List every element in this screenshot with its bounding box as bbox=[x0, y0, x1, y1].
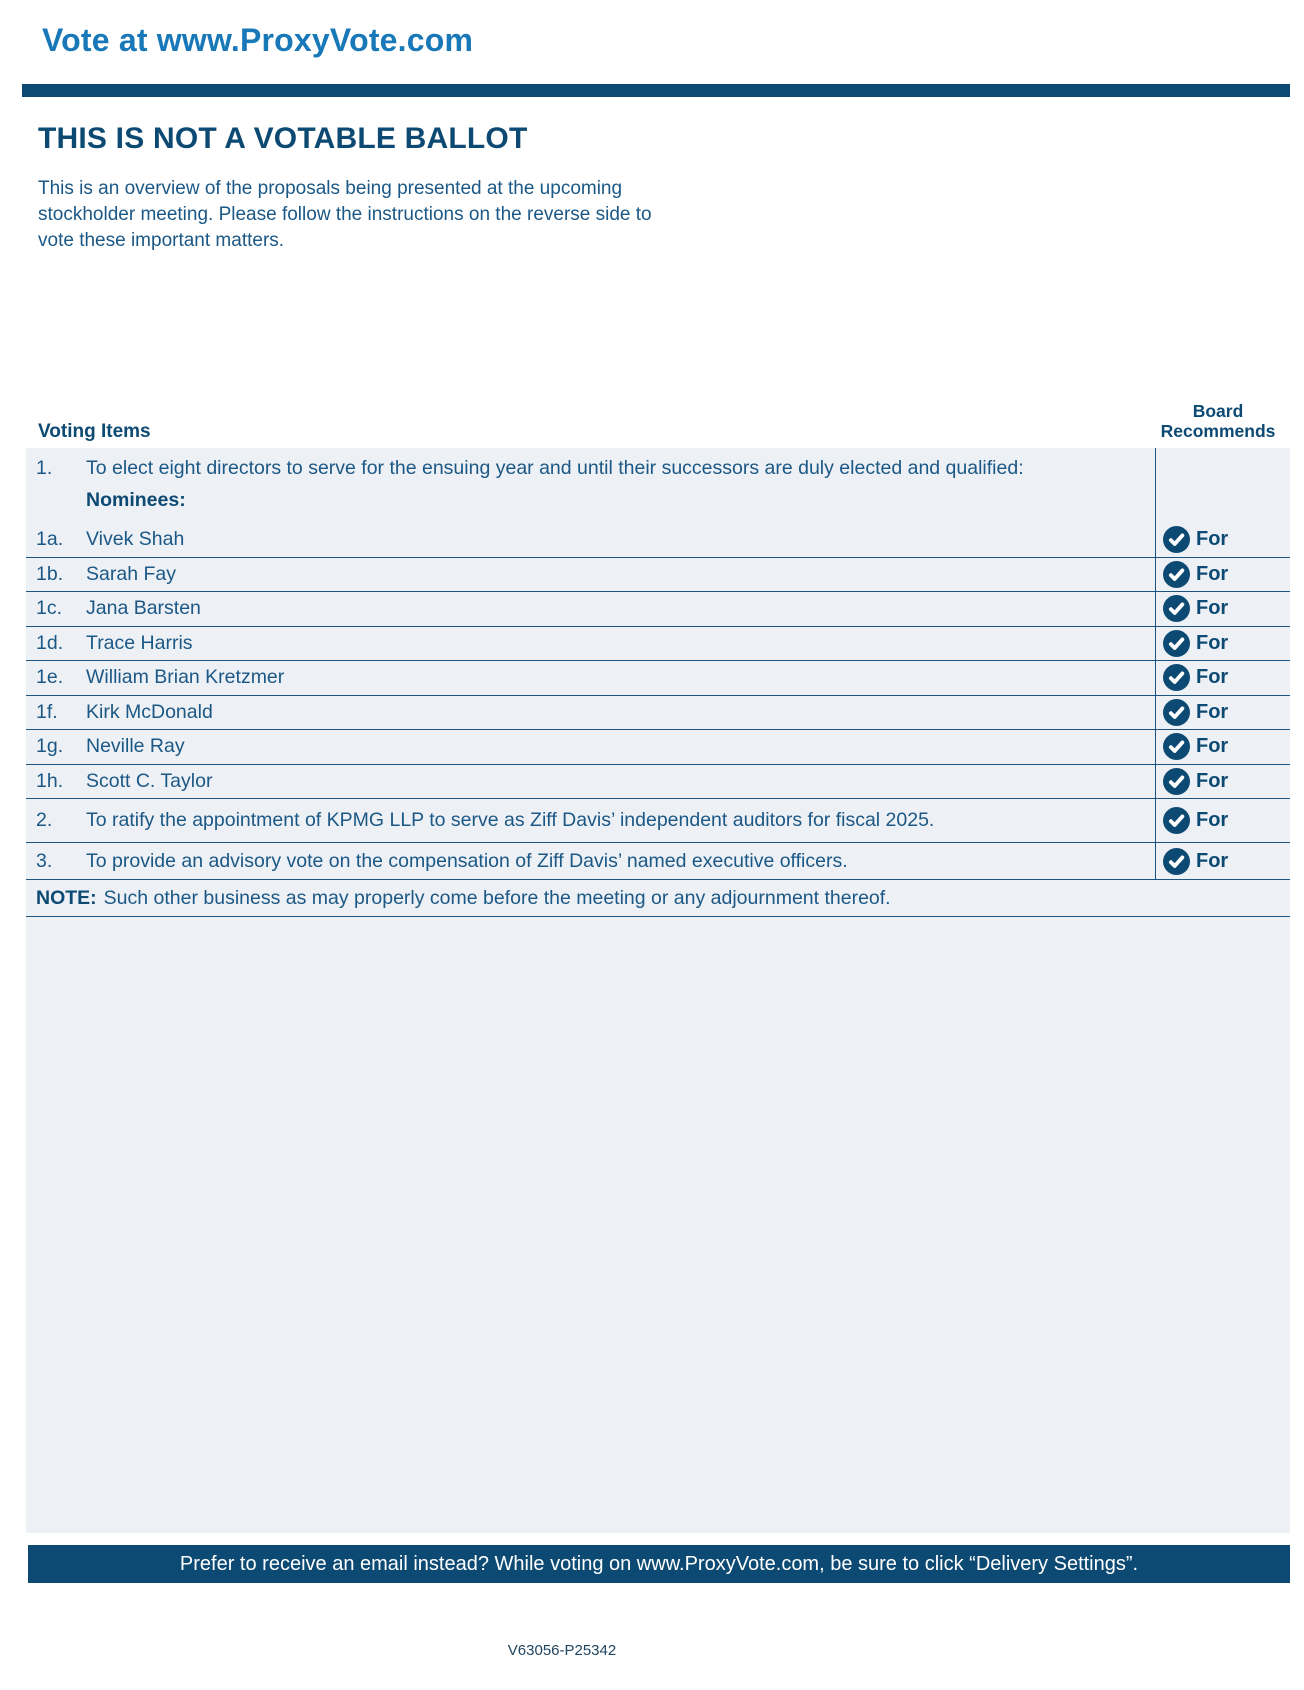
recommendation-cell bbox=[1155, 558, 1290, 592]
recommendation-text: For bbox=[1196, 849, 1229, 872]
note-label: NOTE: bbox=[36, 886, 97, 909]
recommendation-cell bbox=[1155, 627, 1290, 661]
proposal-1-row bbox=[26, 448, 1290, 523]
nominees-label: Nominees: bbox=[86, 489, 186, 511]
nominee-row-1b bbox=[26, 558, 1290, 593]
recommendation-text: For bbox=[1196, 528, 1229, 551]
proposal-text: To elect eight directors to serve for the ensuing year and until their successors are duly elected and qualified: bbox=[86, 457, 1024, 479]
check-circle-icon bbox=[1163, 561, 1190, 588]
check-circle-icon bbox=[1163, 595, 1190, 622]
nominee-name: Trace Harris bbox=[86, 631, 193, 654]
nominee-name: Scott C. Taylor bbox=[86, 769, 213, 792]
recommendation-cell bbox=[1155, 523, 1290, 557]
recommendation-text: For bbox=[1196, 769, 1229, 792]
check-circle-icon bbox=[1163, 848, 1190, 875]
check-circle-icon bbox=[1163, 768, 1190, 795]
nominee-number: 1h. bbox=[36, 769, 64, 792]
document-code: V63056-P25342 bbox=[507, 1642, 617, 1659]
nominee-row-1h bbox=[26, 765, 1290, 800]
page-title: Vote at www.ProxyVote.com bbox=[42, 22, 474, 58]
note-row bbox=[26, 880, 1290, 917]
voting-items-header: Voting Items bbox=[38, 421, 151, 442]
recommendation-text: For bbox=[1196, 666, 1229, 689]
check-circle-icon bbox=[1163, 664, 1190, 691]
proposal-number: 1. bbox=[36, 457, 53, 479]
recommendation-cell bbox=[1155, 799, 1290, 842]
recommendation-cell bbox=[1155, 448, 1290, 523]
recommendation-cell bbox=[1155, 661, 1290, 695]
nominee-name: Vivek Shah bbox=[86, 528, 185, 551]
nominee-row-1f bbox=[26, 696, 1290, 731]
recommendation-cell bbox=[1155, 730, 1290, 764]
recommendation-cell bbox=[1155, 696, 1290, 730]
nominee-name: Sarah Fay bbox=[86, 562, 176, 585]
recommendation-text: For bbox=[1196, 562, 1229, 585]
nominee-name: William Brian Kretzmer bbox=[86, 666, 285, 689]
voting-table bbox=[26, 448, 1290, 1533]
header-divider bbox=[22, 84, 1290, 97]
board-recommends-line2: Recommends bbox=[1160, 421, 1276, 441]
proposal-text: To provide an advisory vote on the compensation of Ziff Davis’ named executive officers. bbox=[86, 849, 848, 872]
board-recommends-line1: Board bbox=[1192, 401, 1244, 421]
recommendation-text: For bbox=[1196, 809, 1229, 831]
proposal-3-row bbox=[26, 843, 1290, 880]
recommendation-cell bbox=[1155, 765, 1290, 799]
check-circle-icon bbox=[1163, 733, 1190, 760]
check-circle-icon bbox=[1163, 630, 1190, 657]
nominee-name: Kirk McDonald bbox=[86, 700, 213, 723]
notice-description: This is an overview of the proposals being presented at the upcoming stockholder meeting. Please follow the instructions on the reverse side to vote these important matters. bbox=[38, 178, 652, 251]
proposal-text: To ratify the appointment of KPMG LLP to serve as Ziff Davis’ independent auditors for fiscal 2025. bbox=[86, 809, 935, 831]
nominee-number: 1b. bbox=[36, 562, 64, 585]
nominee-row-1g bbox=[26, 730, 1290, 765]
notice-title: THIS IS NOT A VOTABLE BALLOT bbox=[38, 122, 528, 155]
footer-banner: Prefer to receive an email instead? While voting on www.ProxyVote.com, be sure to click “Delivery Settings”. bbox=[28, 1545, 1290, 1583]
table-empty-area bbox=[26, 917, 1290, 1533]
check-circle-icon bbox=[1163, 526, 1190, 553]
recommendation-cell bbox=[1155, 592, 1290, 626]
recommendation-cell bbox=[1155, 843, 1290, 879]
check-circle-icon bbox=[1163, 807, 1190, 834]
nominee-number: 1g. bbox=[36, 735, 64, 758]
nominee-name: Neville Ray bbox=[86, 735, 185, 758]
recommendation-text: For bbox=[1196, 597, 1229, 620]
nominee-row-1c bbox=[26, 592, 1290, 627]
check-circle-icon bbox=[1163, 699, 1190, 726]
nominee-row-1d bbox=[26, 627, 1290, 662]
proposal-number: 3. bbox=[36, 849, 53, 872]
recommendation-text: For bbox=[1196, 700, 1229, 723]
recommendation-text: For bbox=[1196, 735, 1229, 758]
proposal-2-row bbox=[26, 799, 1290, 843]
nominee-number: 1a. bbox=[36, 528, 64, 551]
nominee-name: Jana Barsten bbox=[86, 597, 201, 620]
nominee-number: 1f. bbox=[36, 700, 58, 723]
nominee-number: 1d. bbox=[36, 631, 64, 654]
nominee-row-1e bbox=[26, 661, 1290, 696]
proposal-number: 2. bbox=[36, 809, 53, 831]
nominee-number: 1e. bbox=[36, 666, 64, 689]
nominee-row-1a bbox=[26, 523, 1290, 558]
note-text: Such other business as may properly come before the meeting or any adjournment thereof. bbox=[103, 886, 891, 909]
board-recommends-header bbox=[1152, 401, 1284, 441]
nominee-number: 1c. bbox=[36, 597, 63, 620]
recommendation-text: For bbox=[1196, 631, 1229, 654]
